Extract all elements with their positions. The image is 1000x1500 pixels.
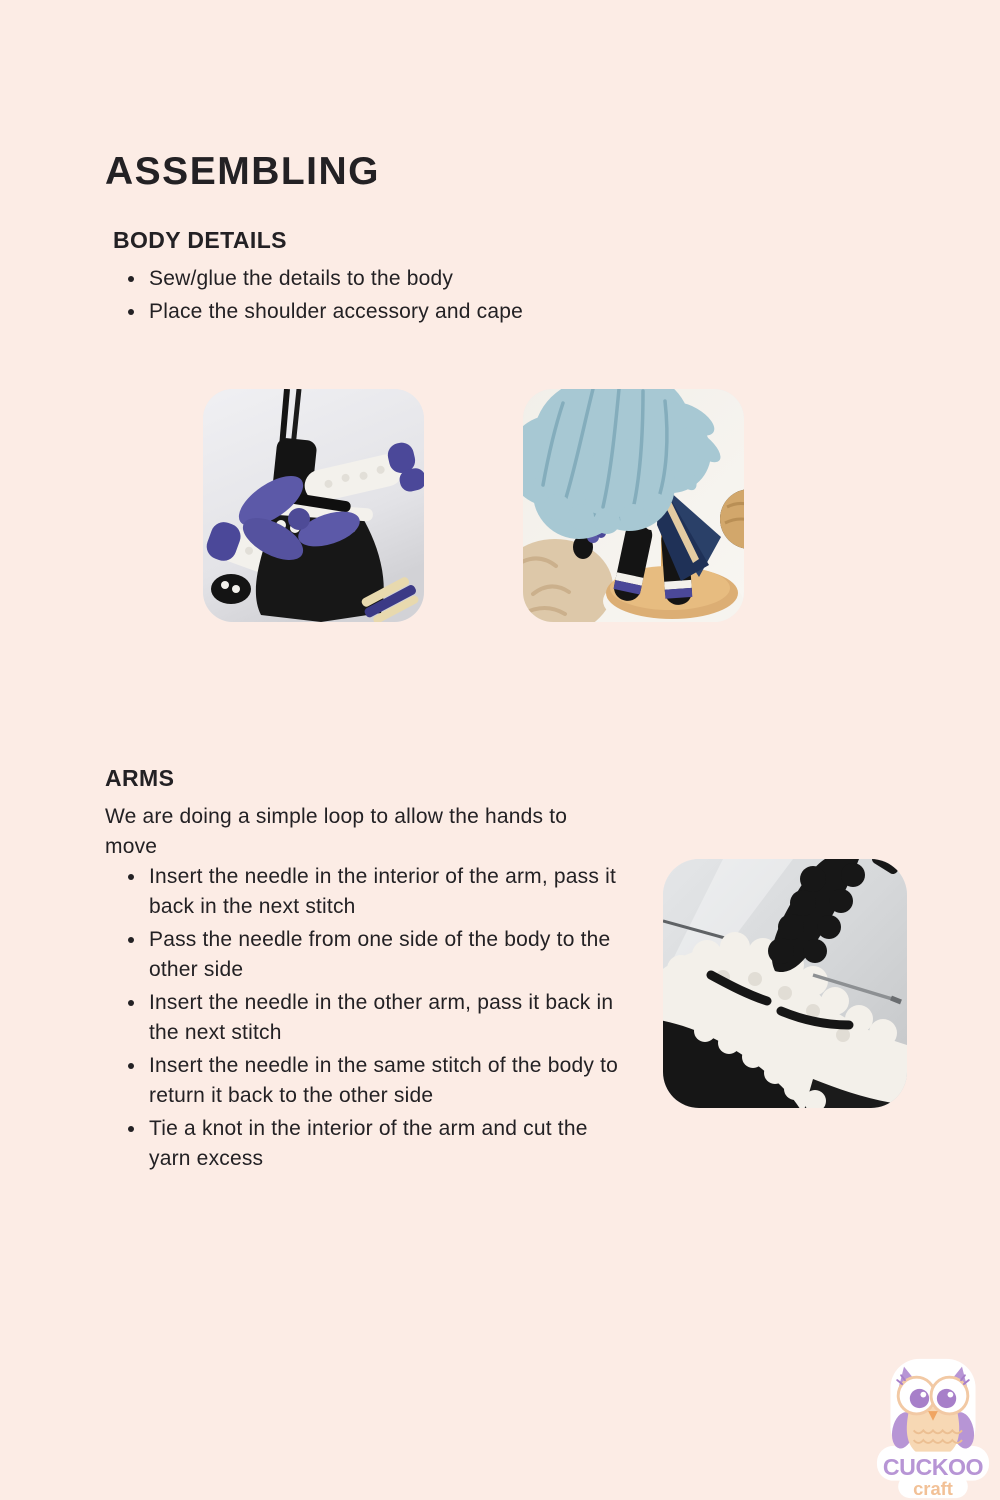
arms-intro-text: We are doing a simple loop to allow the hands to move [105,805,568,858]
doll-cape-illustration [523,389,744,622]
brand-sub-name: craft [913,1478,953,1500]
photo-doll-body-back [203,389,424,622]
photo-needle-through-arm [663,859,907,1108]
list-item: • Place the shoulder accessory and cape [147,297,687,327]
body-details-list [105,264,687,330]
brand-logo [873,1355,993,1500]
arms-steps-list [105,862,632,1177]
doll-body-back-illustration [203,389,424,622]
owl-icon [873,1355,993,1500]
list-item: • Insert the needle in the interior of the arm, pass it back in the next stitch [147,862,632,922]
section-heading-body-details: BODY DETAILS [113,227,287,253]
photo-doll-cape-stand [523,389,744,622]
list-item: • Pass the needle from one side of the body to the other side [147,925,632,985]
needle-arm-illustration [663,859,907,1108]
list-item: • Tie a knot in the interior of the arm and cut the yarn excess [147,1114,632,1174]
section-heading-arms: ARMS [105,765,175,791]
list-item: • Insert the needle in the other arm, pass it back in the next stitch [147,988,632,1048]
page-title: ASSEMBLING [105,150,381,193]
list-item: • Sew/glue the details to the body [147,264,687,294]
list-item: • Insert the needle in the same stitch of the body to return it back to the other side [147,1051,632,1111]
brand-name: CUCKOO [882,1453,984,1480]
